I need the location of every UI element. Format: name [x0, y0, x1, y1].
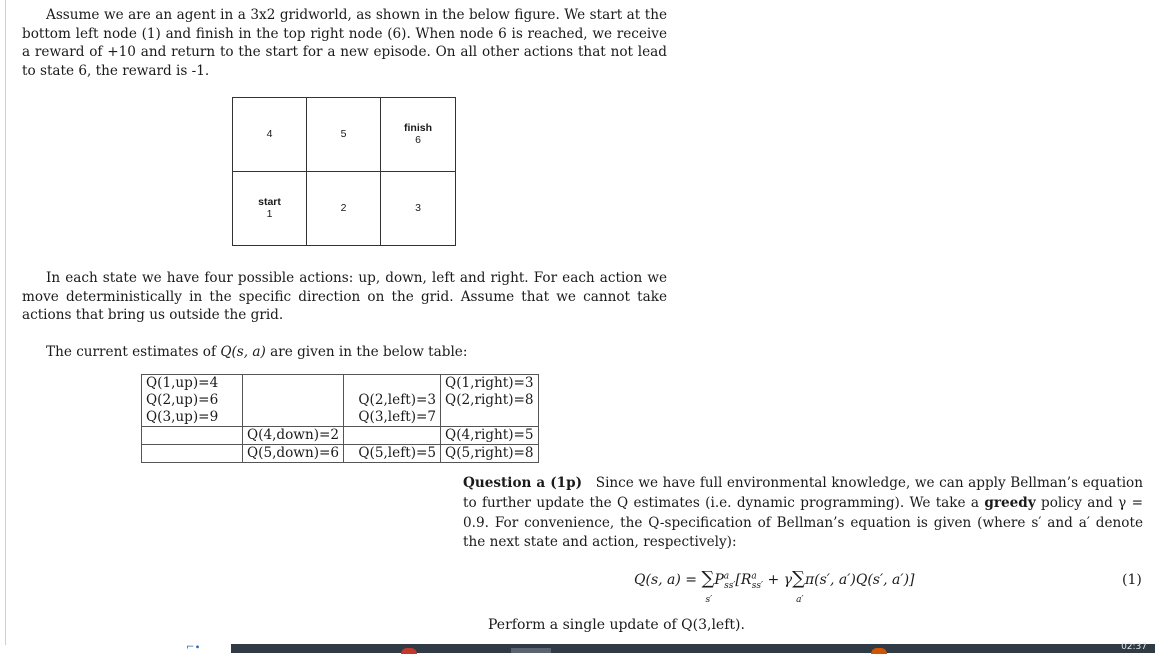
- perform-instruction: Perform a single update of Q(3,left).: [488, 617, 745, 633]
- question-title: Question a (1p): [463, 475, 583, 491]
- app-icon-orange[interactable]: [871, 648, 887, 654]
- active-window-tab[interactable]: [511, 648, 551, 653]
- bellman-equation: Q(s, a) = ∑ s′ $P^a_{ss'}[R^a_{ss'} + \gamma\sum$ a′ π(s′, a′)Q(s′, a′)]: [634, 568, 915, 605]
- browser-icon[interactable]: [401, 648, 417, 654]
- grid-cell-4: 4: [233, 98, 307, 172]
- clock: 02:37: [1121, 642, 1147, 652]
- greedy-word: greedy: [984, 494, 1036, 511]
- table-row: Q(2,up)=6 Q(2,left)=3 Q(2,right)=8: [142, 392, 539, 409]
- table-intro-paragraph: The current estimates of Q(s, a) are given in the below table:: [46, 344, 468, 360]
- grid-cell-5: 5: [307, 98, 381, 172]
- q-estimates-table: [141, 374, 539, 463]
- table-row: Q(4,down)=2 Q(4,right)=5: [142, 427, 539, 445]
- grid-cell-1-start: start 1: [233, 172, 307, 246]
- actions-paragraph: In each state we have four possible actions: up, down, left and right. For each action we move deterministically in the specific direction on the grid. Assume that we cannot take actions that bring us outside the grid.: [22, 270, 667, 323]
- intro-paragraph: Assume we are an agent in a 3x2 gridworld, as shown in the below figure. We start at the bottom left node (1) and finish in the top right node (6). When node 6 is reached, we receive a reward of +10 and return to the start for a new episode. On all other actions that not lead to state 6, the reward is -1.: [22, 7, 667, 79]
- question-a: Question a (1p) Since we have full environmental knowledge, we can apply Bellman’s equation to further update the Q estimates (i.e. dynamic programming). We take a greedy policy and γ = 0.9. For convenience, the Q-specification of Bellman’s equation is given (where s′ and a′ denote the next state and action, respectively):: [463, 475, 1143, 551]
- grid-cell-3: 3: [415, 202, 421, 215]
- grid-cell-6-finish: finish 6: [381, 98, 455, 172]
- sum-symbol: ∑ a′: [792, 568, 805, 605]
- taskbar: [231, 644, 1155, 653]
- equation-number: (1): [1122, 572, 1142, 588]
- grid-cell-2: 2: [307, 172, 381, 246]
- app-icon[interactable]: ⌐∙: [186, 642, 201, 653]
- table-row: Q(5,down)=6 Q(5,left)=5 Q(5,right)=8: [142, 445, 539, 463]
- page-left-border: [5, 0, 6, 645]
- sum-symbol: ∑ s′: [701, 568, 715, 605]
- table-row: Q(3,up)=9 Q(3,left)=7: [142, 409, 539, 427]
- gridworld-figure: [232, 97, 456, 246]
- table-row: Q(1,up)=4 Q(1,right)=3: [142, 375, 539, 393]
